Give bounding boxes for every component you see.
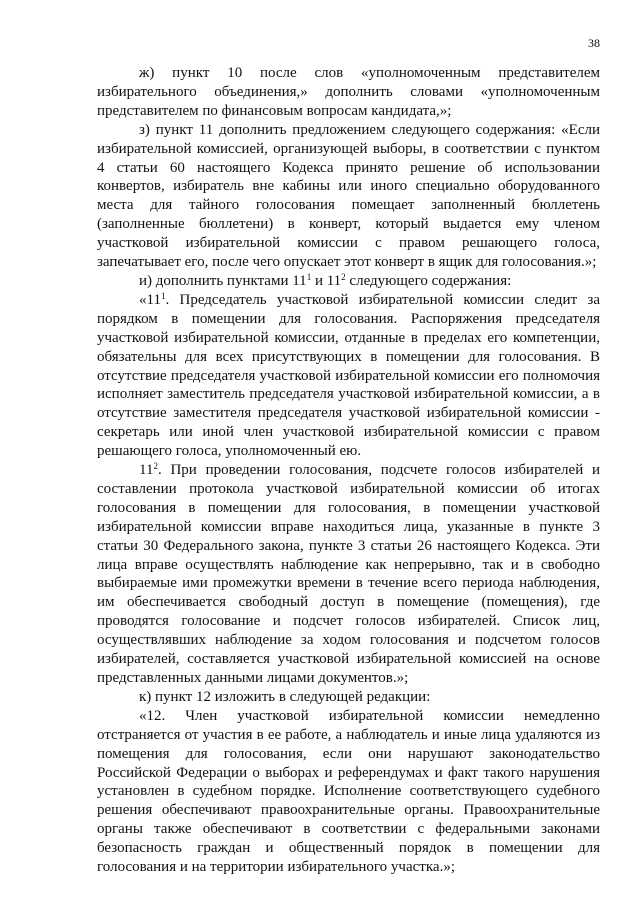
superscript-index: 2 [153, 461, 158, 472]
paragraph-text: «11 [139, 291, 161, 308]
paragraph-item-i [97, 272, 600, 291]
paragraph-item-z: з) пункт 11 дополнить предложением следующего содержания: «Если избирательной комиссией, организующей выборы, в соответствии с пунктом 4 статьи 60 настоящего Кодекса принято решение об использовании конвертов, избиратель вне кабины или иного специально оборудованного места для тайного голосования помещает заполненный бюллетень (заполненные бюллетени) в конверт, который выдается ему членом участковой избирательной комиссии с правом решающего голоса, запечатывает его, после чего опускает этот конверт в ящик для голосования.»; [97, 121, 600, 271]
paragraph-text: . При проведении голосования, подсчете голосов избирателей и составлении протокола участковой избирательной комиссии об итогах голосования в помещении для голосования, в помещении участковой избирательной комиссии вправе находиться лица, указанные в пункте 3 статьи 30 Федерального закона, пункте 3 статьи 26 настоящего Кодекса. Эти лица вправе осуществлять наблюдение как непрерывно, так и в свободно выбираемые ими промежутки времени в течение всего периода наблюдения, им обеспечивается свободный доступ в помещение (помещения), где проводятся голосование и подсчет голосов избирателей. Список лиц, осуществлявших наблюдение за ходом голосования и подсчетом голосов избирателей, составляется участковой избирательной комиссией на основе представленных данными лицами документов.»; [97, 462, 600, 686]
paragraph-text: и) дополнить пунктами 11 [139, 272, 307, 289]
page-number: 38 [588, 36, 600, 50]
paragraph-point-11-2 [97, 461, 600, 688]
paragraph-item-zh: ж) пункт 10 после слов «уполномоченным представителем избирательного объединения,» дополнить словами «уполномоченным представителем по финансовым вопросам кандидата,»; [97, 65, 600, 119]
paragraph-item-k: к) пункт 12 изложить в следующей редакции: [139, 688, 431, 705]
paragraph-point-12: «12. Член участковой избирательной комиссии немедленно отстраняется от участия в ее работе, а наблюдатель и иные лица удаляются из помещения для голосования, если они нарушают законодательство Российской Федерации о выборах и референдумах и факт такого нарушения установлен в судебном порядке. Исполнение соответствующего судебного решения обеспечивают правоохранительные органы. Правоохранительные органы также обеспечивают в соответствии с федеральными законами безопасность граждан и общественный порядок в помещении для голосования и на территории избирательного участка.»; [97, 707, 600, 876]
superscript-index: 2 [341, 272, 346, 283]
paragraph-text: 11 [139, 462, 154, 479]
paragraph-text: . Председатель участковой избирательной комиссии следит за порядком в помещении для голосования. Распоряжения председателя участковой избирательной комиссии, отданные в пределах его компетенции, обязательны для всех присутствующих в помещении для голосования. В отсутствие председателя участковой избирательной комиссии его полномочия исполняет заместитель председателя участковой избирательной комиссии, а в отсутствие заместителя председателя участковой избирательной комиссии - секретарь или иной член участковой избирательной комиссии с правом решающего голоса, уполномоченный ею. [97, 291, 600, 460]
paragraph-text: следующего содержания: [345, 272, 512, 289]
superscript-index: 1 [306, 272, 312, 283]
superscript-index: 1 [160, 290, 166, 301]
document-body [97, 64, 600, 877]
paragraph-text: и 11 [311, 272, 342, 289]
paragraph-point-11-1 [97, 291, 600, 461]
